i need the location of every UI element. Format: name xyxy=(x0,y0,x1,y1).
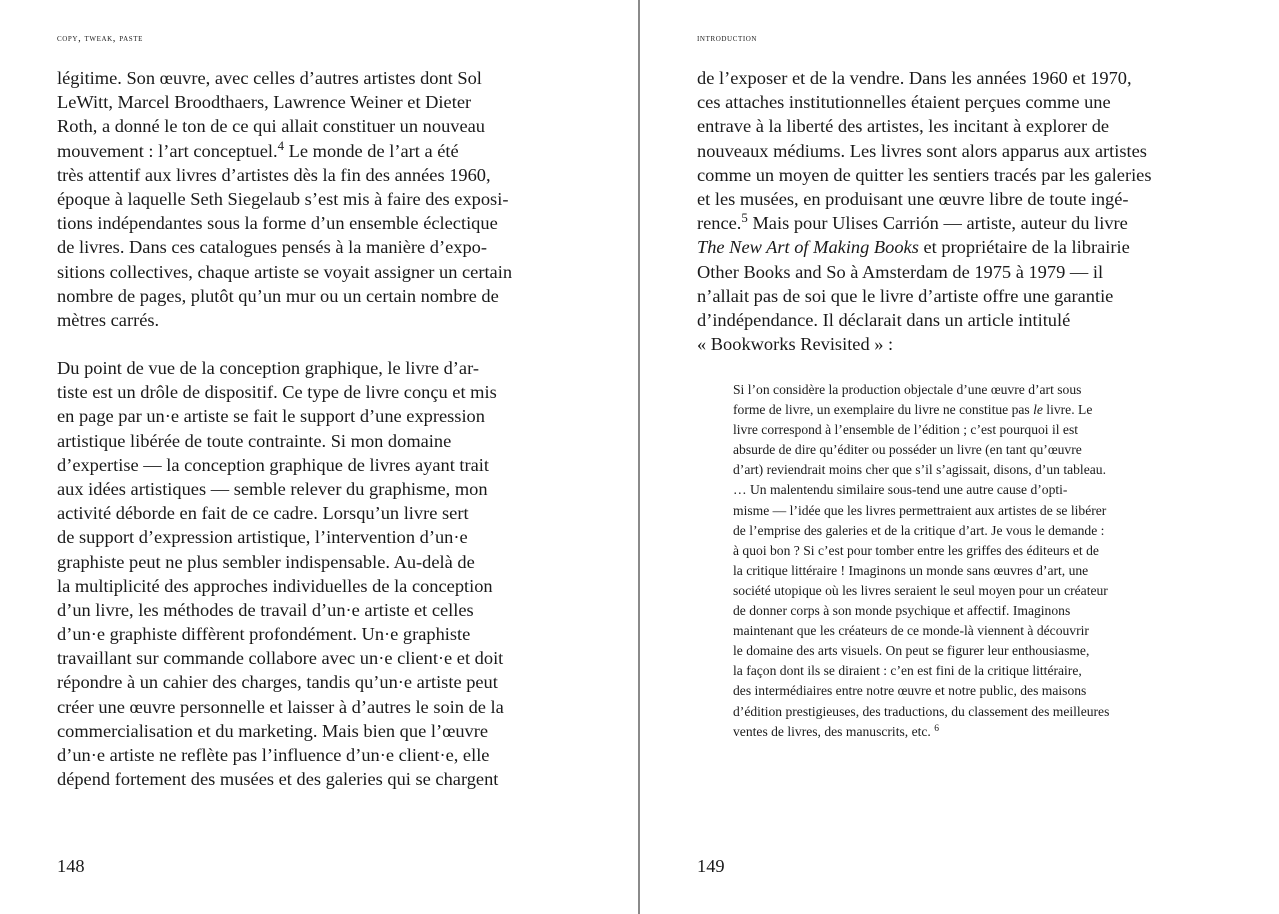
book-title-italic: The New Art of Making Books xyxy=(697,237,919,258)
italic-word: le xyxy=(1033,402,1043,418)
text-fragment: et propriétaire de la librairie xyxy=(918,237,1130,258)
footnote-ref-5[interactable]: 5 xyxy=(741,211,748,226)
text-fragment: Mais pour Ulises Carrión — artiste, auteur du livre xyxy=(747,213,1128,234)
right-paragraph-1 xyxy=(697,66,1187,356)
text-line: Other Books and So à Amsterdam de 1975 à 1979 — il xyxy=(697,261,1104,282)
spine-divider xyxy=(638,0,640,914)
quote-line xyxy=(733,722,1193,742)
footnote-ref-4[interactable]: 4 xyxy=(277,138,285,153)
quote-line: livre correspond à l’ensemble de l’édition ; c’est pourquoi il est xyxy=(733,422,1079,438)
text-line: nouveaux médiums. Les livres sont alors apparus aux artistes xyxy=(697,140,1147,161)
text-line: d’expertise — la conception graphique de livres ayant trait xyxy=(57,454,490,475)
text-line: entrave à la liberté des artistes, les incitant à explorer de xyxy=(697,116,1110,137)
quote-line: de l’emprise des galeries et de la critique d’art. Je vous le demande : xyxy=(733,522,1105,538)
text-line: époque à laquelle Seth Siegelaub s’est mis à faire des exposi- xyxy=(57,188,509,209)
quote-line: le domaine des arts visuels. On peut se figurer leur enthousiasme, xyxy=(733,643,1090,659)
text-line: commercialisation et du marketing. Mais bien que l’œuvre xyxy=(57,720,489,741)
running-head-left: copy, tweak, paste xyxy=(57,33,143,44)
quote-line: de donner corps à son monde psychique et affectif. Imaginons xyxy=(733,603,1071,619)
text-line: Du point de vue de la conception graphique, le livre d’ar- xyxy=(57,358,479,378)
text-line: dépend fortement des musées et des galeries qui se chargent xyxy=(57,769,499,790)
text-line: de support d’expression artistique, l’intervention d’un·e xyxy=(57,527,468,548)
text-line: en page par un·e artiste se fait le support d’une expression xyxy=(57,406,485,427)
text-line: d’un·e graphiste diffèrent profondément. Un·e graphiste xyxy=(57,624,471,645)
text-line: répondre à un cahier des charges, tandis qu’un·e artiste peut xyxy=(57,672,498,693)
page-number-left: 148 xyxy=(57,856,85,876)
left-page xyxy=(57,0,547,914)
text-line: d’indépendance. Il déclarait dans un article intitulé xyxy=(697,309,1071,330)
text-line: légitime. Son œuvre, avec celles d’autres artistes dont Sol xyxy=(57,68,482,88)
quote-line: maintenant que les créateurs de ce monde-là viennent à découvrir xyxy=(733,623,1089,639)
text-line: tiste est un drôle de dispositif. Ce type de livre conçu et mis xyxy=(57,382,497,403)
quote-line: la critique littéraire ! Imaginons un monde sans œuvres d’art, une xyxy=(733,562,1089,578)
text-fragment: forme de livre, un exemplaire du livre ne constitue pas xyxy=(733,402,1034,418)
quote-line: des intermédiaires entre notre œuvre et notre public, des maisons xyxy=(733,683,1087,699)
quote-line: la façon dont ils se diraient : c’en est fini de la critique littéraire, xyxy=(733,663,1082,679)
text-line: « Bookworks Revisited » : xyxy=(697,334,894,355)
left-paragraph-1 xyxy=(57,66,547,332)
footnote-ref-6[interactable]: 6 xyxy=(934,723,939,734)
text-line xyxy=(697,235,1187,259)
page-number-right: 149 xyxy=(697,856,725,876)
text-line: de l’exposer et de la vendre. Dans les années 1960 et 1970, xyxy=(697,68,1132,88)
text-line: la multiplicité des approches individuelles de la conception xyxy=(57,575,493,596)
text-line: graphiste peut ne plus sembler indispensable. Au-delà de xyxy=(57,551,475,572)
text-line: de livres. Dans ces catalogues pensés à la manière d’expo- xyxy=(57,237,487,258)
right-page xyxy=(697,0,1187,914)
text-fragment: rence. xyxy=(697,213,742,234)
text-fragment: mouvement : l’art conceptuel. xyxy=(57,140,278,161)
quote-line xyxy=(733,400,1193,420)
text-fragment: Le monde de l’art a été xyxy=(284,140,459,161)
text-line: travaillant sur commande collabore avec un·e client·e et doit xyxy=(57,648,504,669)
text-line: Roth, a donné le ton de ce qui allait constituer un nouveau xyxy=(57,116,485,137)
quote-line: misme — l’idée que les livres permettraient aux artistes de se libérer xyxy=(733,502,1107,518)
text-fragment: livre. Le xyxy=(1042,402,1093,418)
text-line xyxy=(697,211,1187,235)
text-line xyxy=(57,139,547,163)
text-line: aux idées artistiques — semble relever du graphisme, mon xyxy=(57,478,488,499)
text-line: mètres carrés. xyxy=(57,309,160,330)
quote-line: absurde de dire qu’éditer ou posséder un livre (en tant qu’œuvre xyxy=(733,442,1082,458)
text-line: tions indépendantes sous la forme d’un ensemble éclectique xyxy=(57,213,498,234)
running-head-right: introduction xyxy=(697,33,758,44)
text-line: n’allait pas de soi que le livre d’artiste offre une garantie xyxy=(697,285,1114,306)
quote-line: à quoi bon ? Si c’est pour tomber entre les griffes des éditeurs et de xyxy=(733,542,1099,558)
text-line: ces attaches institutionnelles étaient perçues comme une xyxy=(697,92,1111,113)
left-paragraph-2 xyxy=(57,356,547,791)
quote-line: … Un malentendu similaire sous-tend une autre cause d’opti- xyxy=(733,482,1068,498)
quote-line: d’édition prestigieuses, des traductions, du classement des meilleures xyxy=(733,703,1110,719)
text-line: LeWitt, Marcel Broodthaers, Lawrence Weiner et Dieter xyxy=(57,92,472,113)
text-line: activité déborde en fait de ce cadre. Lorsqu’un livre sert xyxy=(57,503,469,524)
block-quote xyxy=(733,380,1193,742)
quote-line: Si l’on considère la production objectale d’une œuvre d’art sous xyxy=(733,382,1082,397)
text-line: nombre de pages, plutôt qu’un mur ou un certain nombre de xyxy=(57,285,499,306)
text-line: comme un moyen de quitter les sentiers tracés par les galeries xyxy=(697,164,1152,185)
text-fragment: ventes de livres, des manuscrits, etc. xyxy=(733,723,931,739)
text-line: et les musées, en produisant une œuvre libre de toute ingé- xyxy=(697,188,1129,209)
text-line: créer une œuvre personnelle et laisser à d’autres le soin de la xyxy=(57,696,504,717)
text-line: sitions collectives, chaque artiste se voyait assigner un certain xyxy=(57,261,513,282)
text-line: d’un·e artiste ne reflète pas l’influence d’un·e client·e, elle xyxy=(57,745,490,765)
quote-line: société utopique où les livres seraient le seul moyen pour un créateur xyxy=(733,582,1108,598)
text-line: très attentif aux livres d’artistes dès la fin des années 1960, xyxy=(57,164,491,185)
text-line: d’un livre, les méthodes de travail d’un·e artiste et celles xyxy=(57,599,474,620)
quote-line: d’art) reviendrait moins cher que s’il s’agissait, disons, d’un tableau. xyxy=(733,462,1106,478)
text-line: artistique libérée de toute contrainte. Si mon domaine xyxy=(57,430,452,451)
